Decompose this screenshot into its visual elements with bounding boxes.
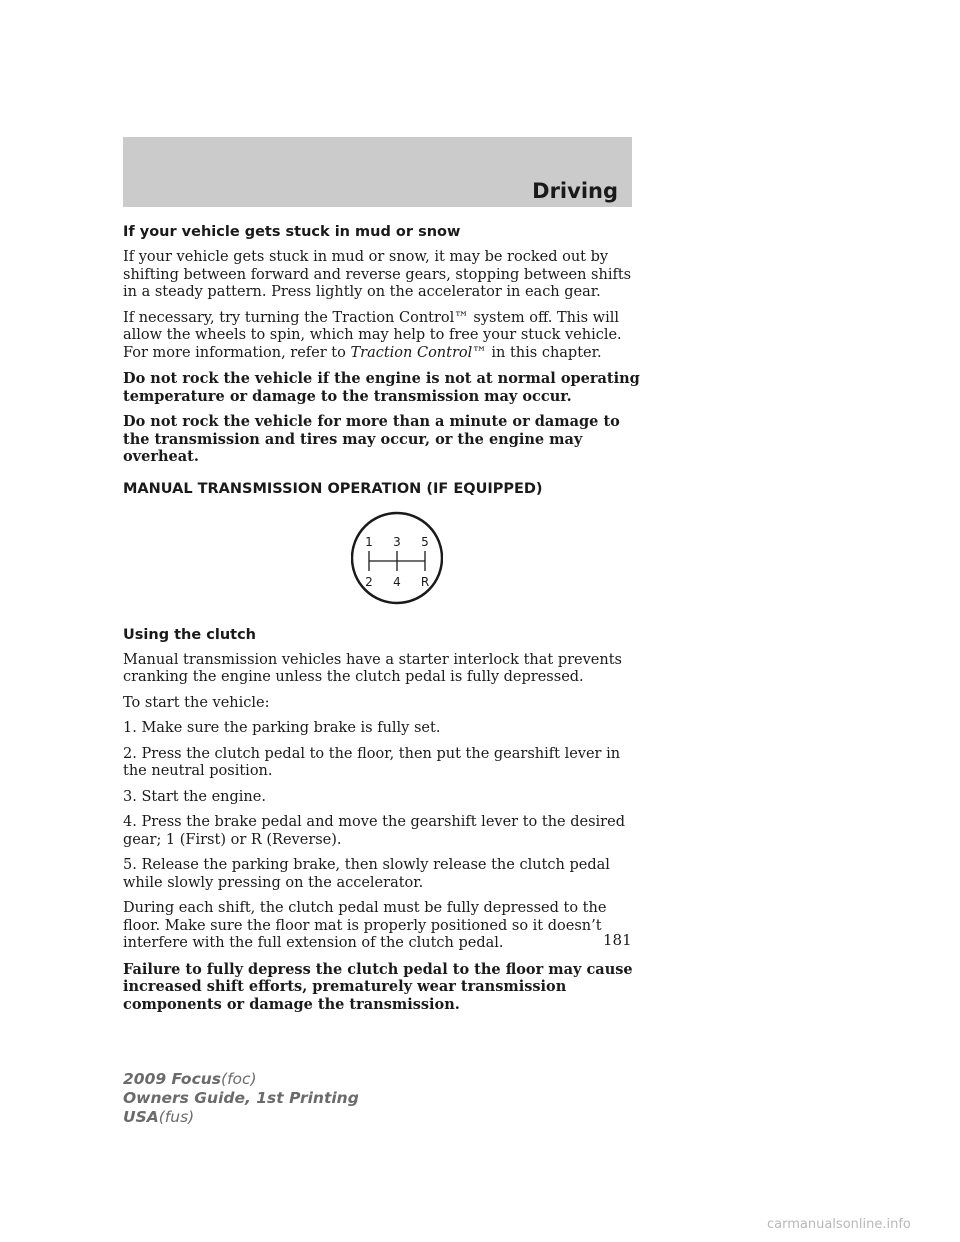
footer-market-code: (fus) [158,1108,195,1126]
start-step-3: 3. Start the engine. [123,788,266,805]
site-watermark: carmanualsonline.info [767,1217,911,1232]
start-step-4: 4. Press the brake pedal and move the gearshift lever to the desired gear; 1 (First) or R (Reverse). [123,814,625,848]
traction-control-reference: Traction Control™ [350,344,487,361]
start-step-5: 5. Release the parking brake, then slowly release the clutch pedal while slowly pressing on the accelerator. [123,857,610,891]
document-footer [123,1070,359,1127]
clutch-heading: Using the clutch [123,626,256,643]
start-step-1: 1. Make sure the parking brake is fully set. [123,720,441,736]
footer-model-code: (foc) [221,1070,257,1088]
stuck-p2-tail: in this chapter. [486,344,602,361]
section-header-band [123,137,632,207]
footer-model: 2009 Focus [123,1070,222,1088]
gear-label-5: 5 [421,534,429,549]
footer-line-3 [123,1108,359,1127]
warning-rocking-duration: Do not rock the vehicle for more than a minute or damage to the transmission and tires may occur, or the engine may overheat. [123,413,620,465]
warning-engine-temperature: Do not rock the vehicle if the engine is not at normal operating temperature or damage to the transmission may occur. [123,370,640,405]
manual-transmission-heading: MANUAL TRANSMISSION OPERATION (IF EQUIPPED) [123,480,543,497]
shift-note: During each shift, the clutch pedal must be fully depressed to the floor. Make sure the floor mat is properly positioned so it doesn’t interfere with the full extension of the clutch pedal. [123,900,607,951]
stuck-heading: If your vehicle gets stuck in mud or snow [123,224,461,240]
warning-clutch-depress: Failure to fully depress the clutch pedal to the floor may cause increased shift efforts, prematurely wear transmission components or damage the transmission. [123,960,633,1013]
page-content [123,223,643,1021]
stuck-paragraph-1: If your vehicle gets stuck in mud or snow, it may be rocked out by shifting between forward and reverse gears, stopping between shifts in a steady pattern. Press lightly on the accelerator in each gear. [123,249,632,300]
stuck-paragraph-2 [123,310,643,363]
clutch-intro: Manual transmission vehicles have a starter interlock that prevents cranking the engine unless the clutch pedal is fully depressed. [123,651,622,685]
section-title: Driving [532,179,618,203]
page-number: 181 [603,931,632,949]
start-label: To start the vehicle: [123,694,270,711]
gear-label-1: 1 [365,534,373,549]
footer-market: USA [123,1108,159,1126]
footer-line-1 [123,1070,359,1089]
gear-label-r: R [420,574,430,589]
gear-label-4: 4 [393,574,401,589]
start-step-2: 2. Press the clutch pedal to the floor, then put the gearshift lever in the neutral position. [123,745,621,779]
shift-pattern-diagram [123,506,643,618]
stuck-p2-text: If necessary, try turning the Traction Control™ system off. This will allow the wheels to spin, which may help to free your stuck vehicle. For more information, refer to [123,309,622,361]
gearshift-pattern-icon [351,506,443,610]
footer-line-2: Owners Guide, 1st Printing [123,1089,359,1107]
gear-label-3: 3 [393,534,401,549]
gear-label-2: 2 [365,574,373,589]
